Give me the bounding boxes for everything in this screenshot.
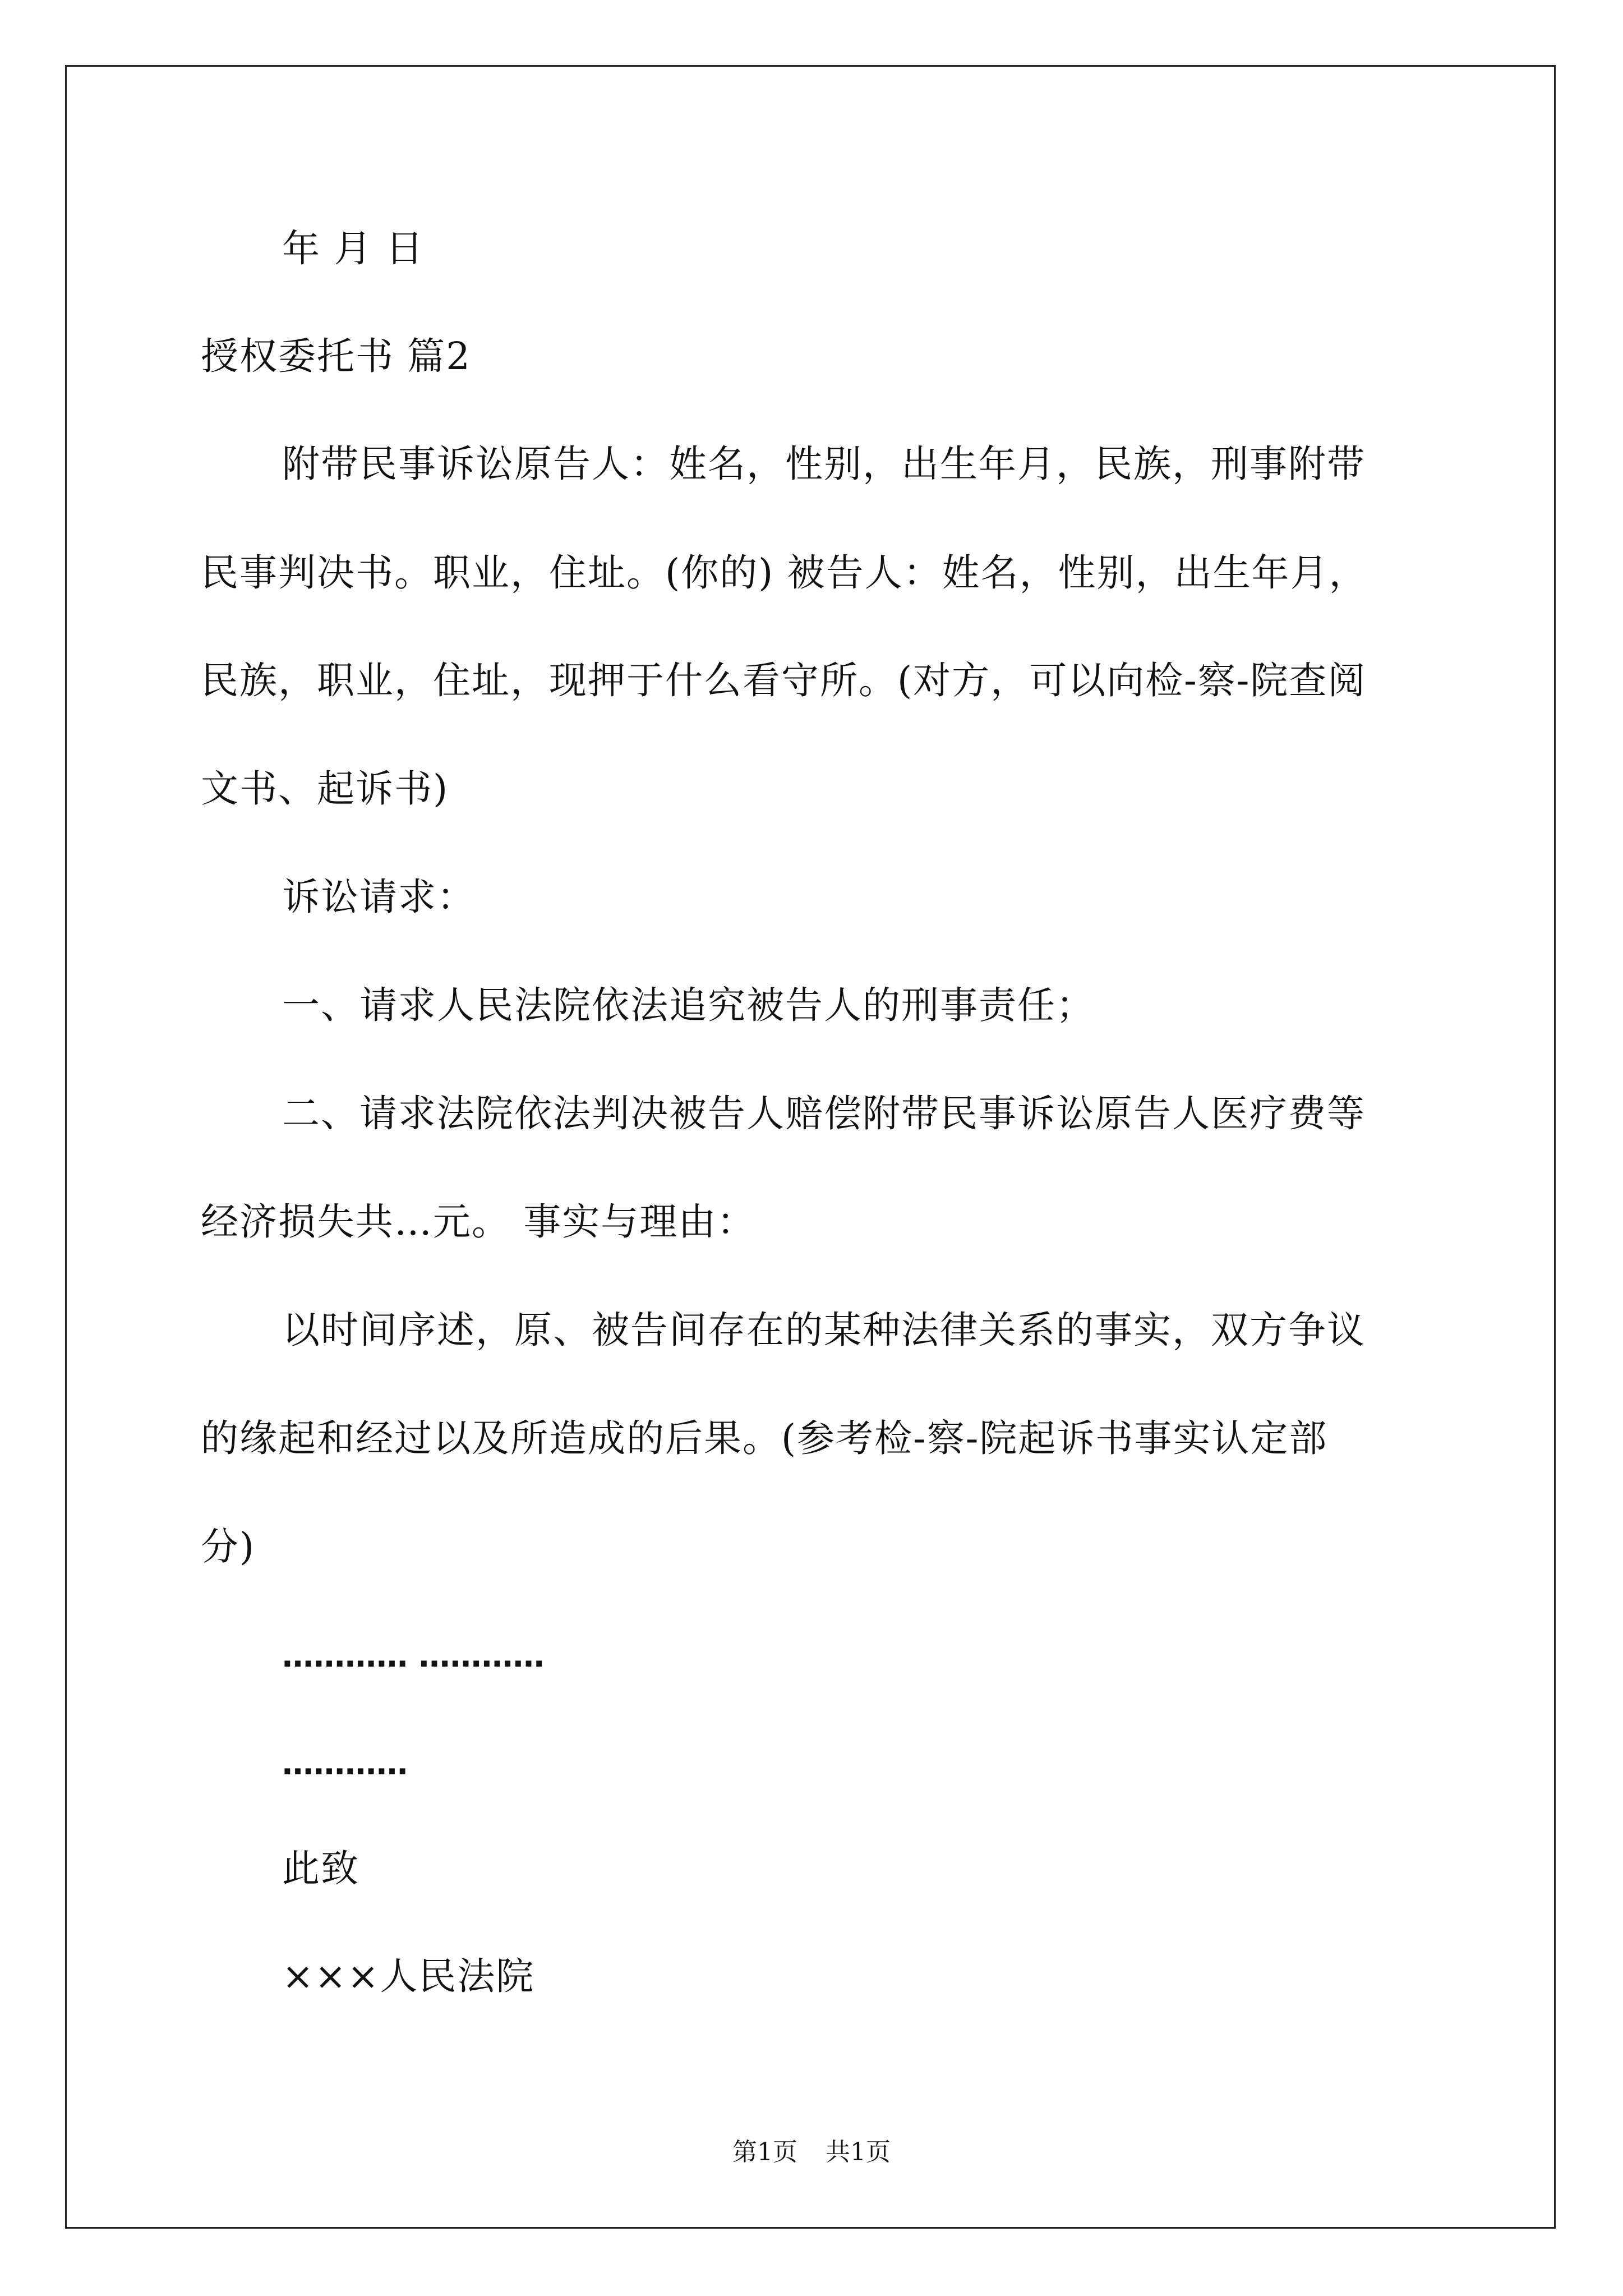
section-title: 授权委托书 篇2 (201, 334, 471, 378)
facts-line-1: 以时间序述，原、被告间存在的某种法律关系的事实，双方争议 (282, 1308, 1366, 1352)
claims-heading: 诉讼请求： (282, 875, 476, 919)
facts-line-3: 分) (201, 1525, 256, 1568)
court-name: ×××人民法院 (282, 1954, 535, 1998)
page-footer (0, 2132, 1623, 2168)
paragraph-1-line-2: 民事判决书。职业，住址。(你的) 被告人：姓名，性别，出生年月， (201, 551, 1368, 595)
closing-salutation: 此致 (282, 1847, 359, 1890)
claim-2-line-2: 经济损失共…元。 事实与理由： (201, 1200, 756, 1244)
page-current: 第1页 (732, 2138, 797, 2166)
claim-2-line-1: 二、请求法院依法判决被告人赔偿附带民事诉讼原告人医疗费等 (282, 1092, 1366, 1135)
date-line: 年 月 日 (282, 227, 425, 270)
ellipsis-line-2: ………… (282, 1746, 408, 1782)
page-border (65, 65, 1556, 2229)
ellipsis-line-1: ………… ………… (282, 1638, 545, 1674)
paragraph-1-line-1: 附带民事诉讼原告人：姓名，性别，出生年月，民族，刑事附带 (282, 442, 1366, 486)
paragraph-1-line-4: 文书、起诉书) (201, 767, 449, 811)
facts-line-2: 的缘起和经过以及所造成的后果。(参考检-察-院起诉书事实认定部 (201, 1416, 1328, 1460)
page-total: 共1页 (826, 2138, 891, 2166)
paragraph-1-line-3: 民族，职业，住址，现押于什么看守所。(对方，可以向检-察-院查阅 (201, 659, 1367, 702)
claim-1: 一、请求人民法院依法追究被告人的刑事责任； (282, 983, 1095, 1027)
